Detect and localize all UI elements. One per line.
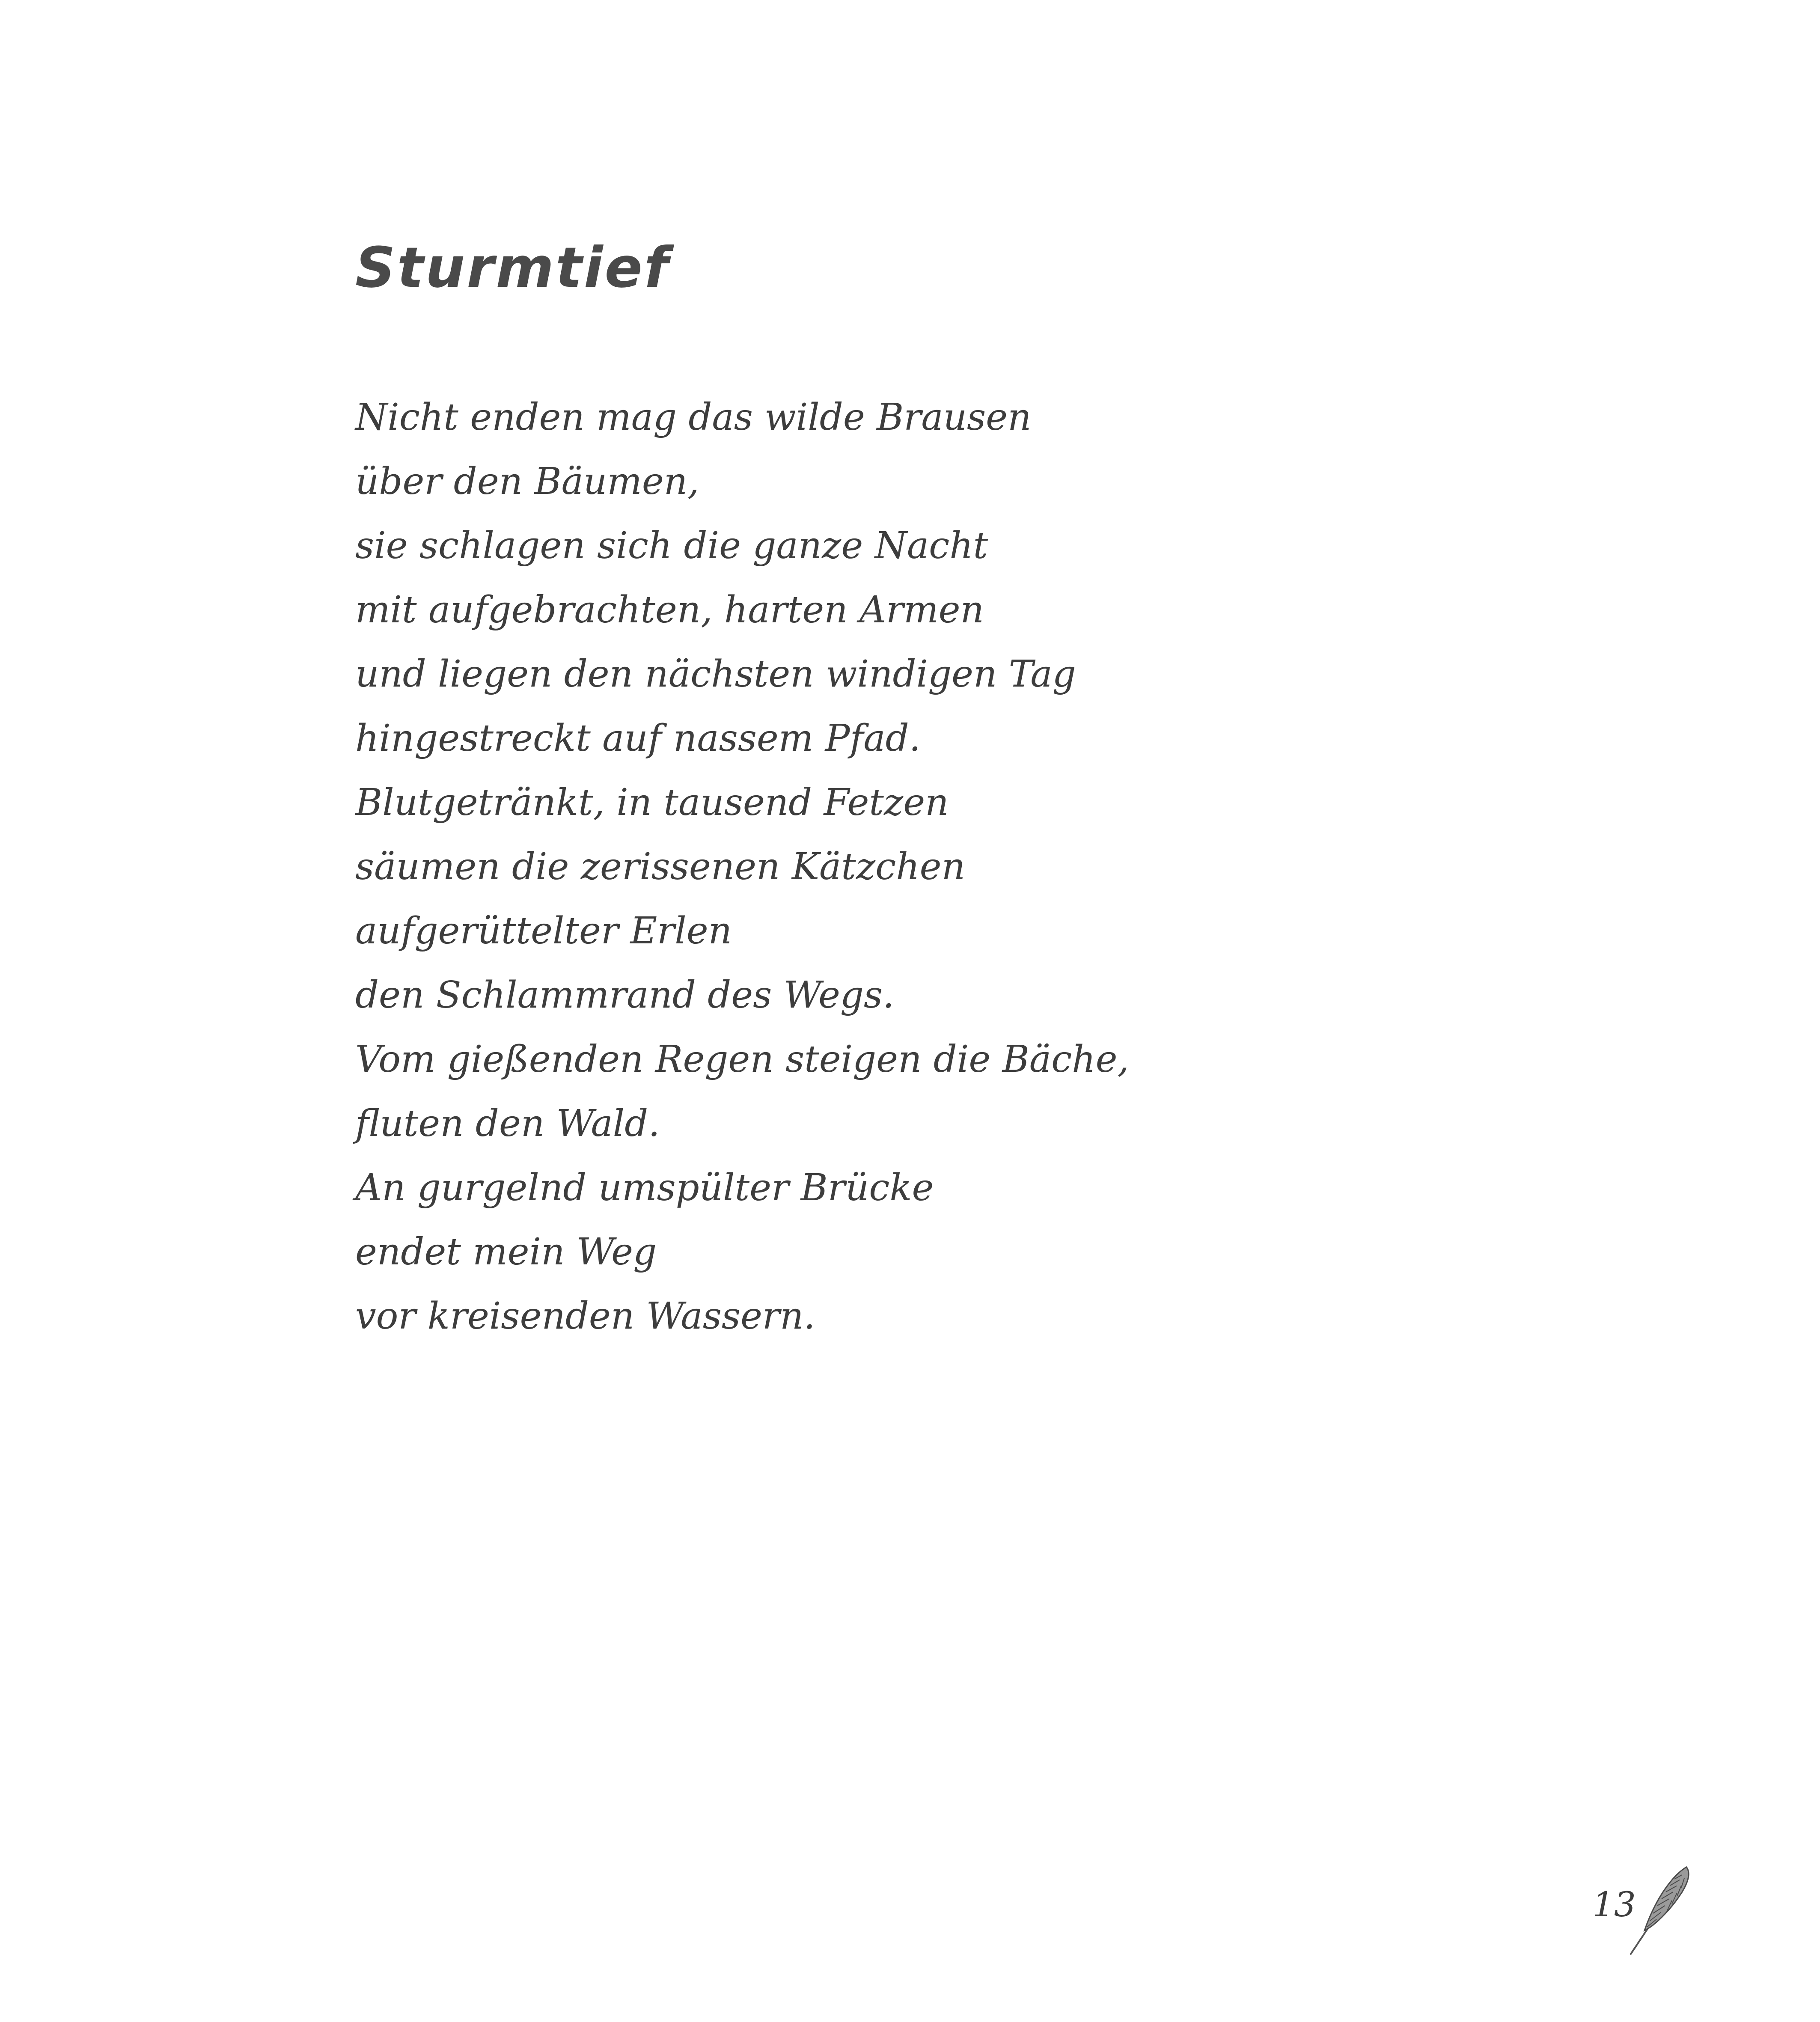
poem-line: aufgerüttelter Erlen xyxy=(355,910,732,952)
poem-line: endet mein Weg xyxy=(355,1231,657,1273)
poem-line: Vom gießenden Regen steigen die Bäche, xyxy=(355,1038,1129,1081)
feather-icon xyxy=(1622,1862,1695,1956)
poem-line: vor kreisenden Wassern. xyxy=(355,1295,815,1338)
poem-line: Blutgetränkt, in tausend Fetzen xyxy=(355,781,949,824)
poem-line: und liegen den nächsten windigen Tag xyxy=(355,653,1076,696)
poem-body xyxy=(355,385,1129,1348)
page-number: 13 xyxy=(1592,1885,1636,1924)
poem-line: hingestreckt auf nassem Pfad. xyxy=(355,717,921,760)
page-footer xyxy=(1584,1862,1695,1956)
poem-line: fluten den Wald. xyxy=(355,1102,660,1145)
poem-line: über den Bäumen, xyxy=(355,460,699,503)
poem-line: den Schlammrand des Wegs. xyxy=(355,974,895,1017)
poem-line: mit aufgebrachten, harten Armen xyxy=(355,589,984,631)
poem-line: säumen die zerissenen Kätzchen xyxy=(355,845,965,888)
poem-line: Nicht enden mag das wilde Brausen xyxy=(355,396,1032,439)
poem-title: Sturmtief xyxy=(355,235,670,300)
poem-line: An gurgelnd umspülter Brücke xyxy=(355,1166,934,1209)
poem-line: sie schlagen sich die ganze Nacht xyxy=(355,524,988,567)
